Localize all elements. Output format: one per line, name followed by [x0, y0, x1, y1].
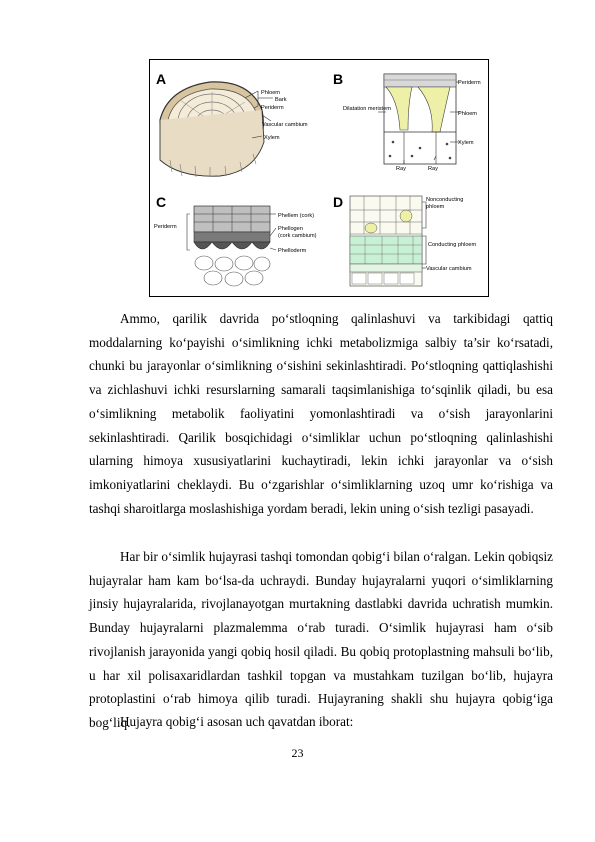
panel-a — [156, 71, 308, 177]
panel-d — [333, 194, 477, 286]
label-phellogen: Phellogen — [278, 226, 303, 232]
label-conducting: Conducting phloem — [428, 242, 477, 248]
panel-c-letter: C — [156, 194, 167, 210]
label-dilatation: Dilatation meristem — [343, 106, 391, 112]
label-bark: Bark — [275, 97, 287, 103]
panel-b-letter: B — [333, 71, 344, 87]
phloem-tissue-illustration — [350, 196, 422, 286]
paragraph-aging-bark: Ammo, qarilik davrida po‘stloqning qalinlashuvi va tarkibidagi qattiq moddalarning ko‘payishi o‘simlikning ichki metabolizmiga salbiy ta’sir ko‘rsatadi, chunki bu jarayonlar o‘simlikning o‘sishini sekinlashtiradi. Po‘stloqning qattiqlashishi va zichlashuvi ichki resurslarning samarali taqsimlanishiga to‘sqinlik qiladi, bu esa o‘simlikning metabolik faoliyatini yomonlashtiradi va o‘sish jarayonlarini sekinlashtiradi. Qarilik bosqichidagi o‘simliklar uchun po‘stloqning qalinlashishi ularning himoya xususiyatlarini kuchaytiradi, lekin ichki jarayonlar va o‘sish imkoniyatlarini cheklaydi. Bu o‘zgarishlar o‘simliklarning uzoq umr ko‘rishiga va tashqi sharoitlarga moslashishiga yordam beradi, lekin uning o‘sish tezligi pasayadi. — [89, 311, 553, 516]
label-d-vascular-cambium: Vascular cambium — [426, 266, 472, 272]
label-phelloderm: Phelloderm — [278, 248, 307, 254]
panel-b — [333, 71, 481, 172]
label-phellogen-sub: (cork cambium) — [278, 233, 317, 239]
paragraph-cell-wall: Har bir o‘simlik hujayrasi tashqi tomondan qobig‘i bilan o‘ralgan. Lekin qobiqsiz hujayralar ham kam bo‘lsa-da uchraydi. Bunday hujayralarni yuqori o‘simliklarning jinsiy hujayralarida, rivojlanayotgan murtakning dastlabki davrida uchratish mumkin. Bunday hujayralarni plazmalemma o‘rab turadi. O‘simlik hujayrasi ham o‘sib rivojlanish jarayonida yangi qobiq hosil qiladi. Bu qobiq protoplastning mahsuli bo‘lib, u har xil polisaxaridlardan tashkil topgan va mustahkam tuzilgan bo‘lib, hujayra protoplastini o‘rab himoya qilib turadi. Hujayraning shakli shu hujayra qobig‘iga bog‘liq. — [89, 549, 553, 730]
periderm-layers-illustration — [194, 206, 270, 286]
panel-d-letter: D — [333, 194, 344, 210]
dilatation-tissue-illustration — [384, 74, 456, 164]
panel-c — [154, 194, 317, 286]
panel-a-letter: A — [156, 71, 167, 87]
label-b-phloem: Phloem — [458, 111, 477, 117]
label-phloem: Phloem — [261, 90, 280, 96]
page-number: 23 — [291, 746, 304, 760]
label-ray-left: Ray — [396, 166, 406, 172]
label-xylem: Xylem — [264, 135, 280, 141]
paragraph-cell-wall-layers: Hujayra qobig‘i asosan uch qavatdan iborat: — [120, 714, 354, 729]
label-ray-right: Ray — [428, 166, 438, 172]
label-c-periderm: Periderm — [154, 224, 177, 230]
label-nonconducting: Nonconducting — [426, 197, 464, 203]
label-nonconducting-sub: phloem — [426, 204, 445, 210]
label-b-periderm: Periderm — [458, 80, 481, 86]
label-periderm: Periderm — [261, 105, 284, 111]
label-phellem: Phellem (cork) — [278, 213, 315, 219]
label-vascular-cambium: Vascular cambium — [262, 122, 308, 128]
bark-anatomy-figure — [149, 59, 489, 297]
label-b-xylem: Xylem — [458, 140, 474, 146]
